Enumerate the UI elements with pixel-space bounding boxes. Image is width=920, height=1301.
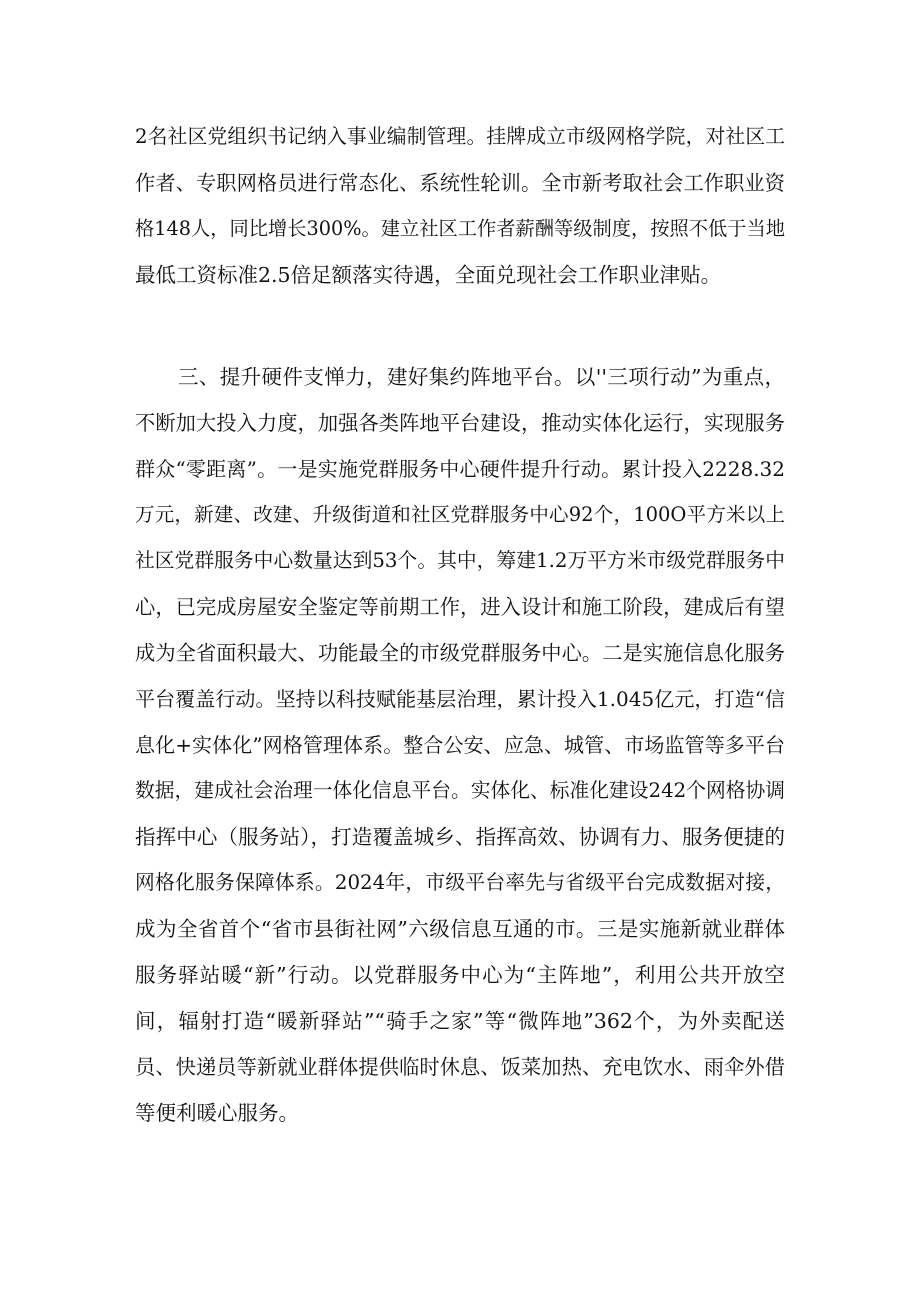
paragraph-2-line-7: 成为全省面积最大、功能最全的市级党群服务中心。二是实施信息化服务 <box>135 641 785 665</box>
paragraph-2-line-5: 社区党群服务中心数量达到53个。其中，筹建1.2万平方米市级党群服务中 <box>135 549 785 572</box>
paragraph-2-line-6: 心，已完成房屋安全鉴定等前期工作，进入设计和施工阶段，建成后有望 <box>135 595 785 619</box>
paragraph-2-line-17: 等便利暖心服务。 <box>135 1101 299 1125</box>
paragraph-1-line-4: 最低工资标准2.5倍足额落实待遇，全面兑现社会工作职业津贴。 <box>135 263 722 287</box>
paragraph-2-line-1: 三、提升硬件支惮力，建好集约阵地平台。以''三项行动”为重点， <box>178 365 785 389</box>
paragraph-2-line-15: 间，辐射打造“暖新驿站”“骑手之家”等“微阵地”362个，为外卖配送 <box>135 1009 785 1033</box>
paragraph-2-line-12: 网格化服务保障体系。2024年，市级平台率先与省级平台完成数据对接， <box>135 871 785 894</box>
paragraph-1-line-1: 2名社区党组织书记纳入事业编制管理。挂牌成立市级网格学院，对社区工 <box>135 125 785 148</box>
paragraph-2-line-10: 数据，建成社会治理一体化信息平台。实体化、标准化建设242个网格协调 <box>135 779 785 802</box>
paragraph-2-line-8: 平台覆盖行动。坚持以科技赋能基层治理，累计投入1.045亿元，打造“信 <box>135 687 785 711</box>
paragraph-1-line-2: 作者、专职网格员进行常态化、系统性轮训。全市新考取社会工作职业资 <box>135 171 785 195</box>
paragraph-2-line-2: 不断加大投入力度，加强各类阵地平台建设，推动实体化运行，实现服务 <box>135 411 785 435</box>
paragraph-2-line-11: 指挥中心（服务站），打造覆盖城乡、指挥高效、协调有力、服务便捷的 <box>135 825 785 849</box>
paragraph-2-line-16: 员、快递员等新就业群体提供临时休息、饭菜加热、充电饮水、雨伞外借 <box>135 1055 785 1079</box>
paragraph-1-line-3: 格148人，同比增长300%。建立社区工作者薪酬等级制度，按照不低于当地 <box>135 217 785 240</box>
paragraph-2-line-4: 万元，新建、改建、升级街道和社区党群服务中心92个，100O平方米以上 <box>135 503 785 526</box>
paragraph-2-line-14: 服务驿站暖“新”行动。以党群服务中心为“主阵地”，利用公共开放空 <box>135 963 785 987</box>
paragraph-2-line-9: 息化+实体化”网格管理体系。整合公安、应急、城管、市场监管等多平台 <box>135 733 785 757</box>
paragraph-2-line-13: 成为全省首个“省市县街社网”六级信息互通的市。三是实施新就业群体 <box>135 917 785 941</box>
paragraph-2-line-3: 群众“零距离”。一是实施党群服务中心硬件提升行动。累计投入2228.32 <box>135 457 785 481</box>
